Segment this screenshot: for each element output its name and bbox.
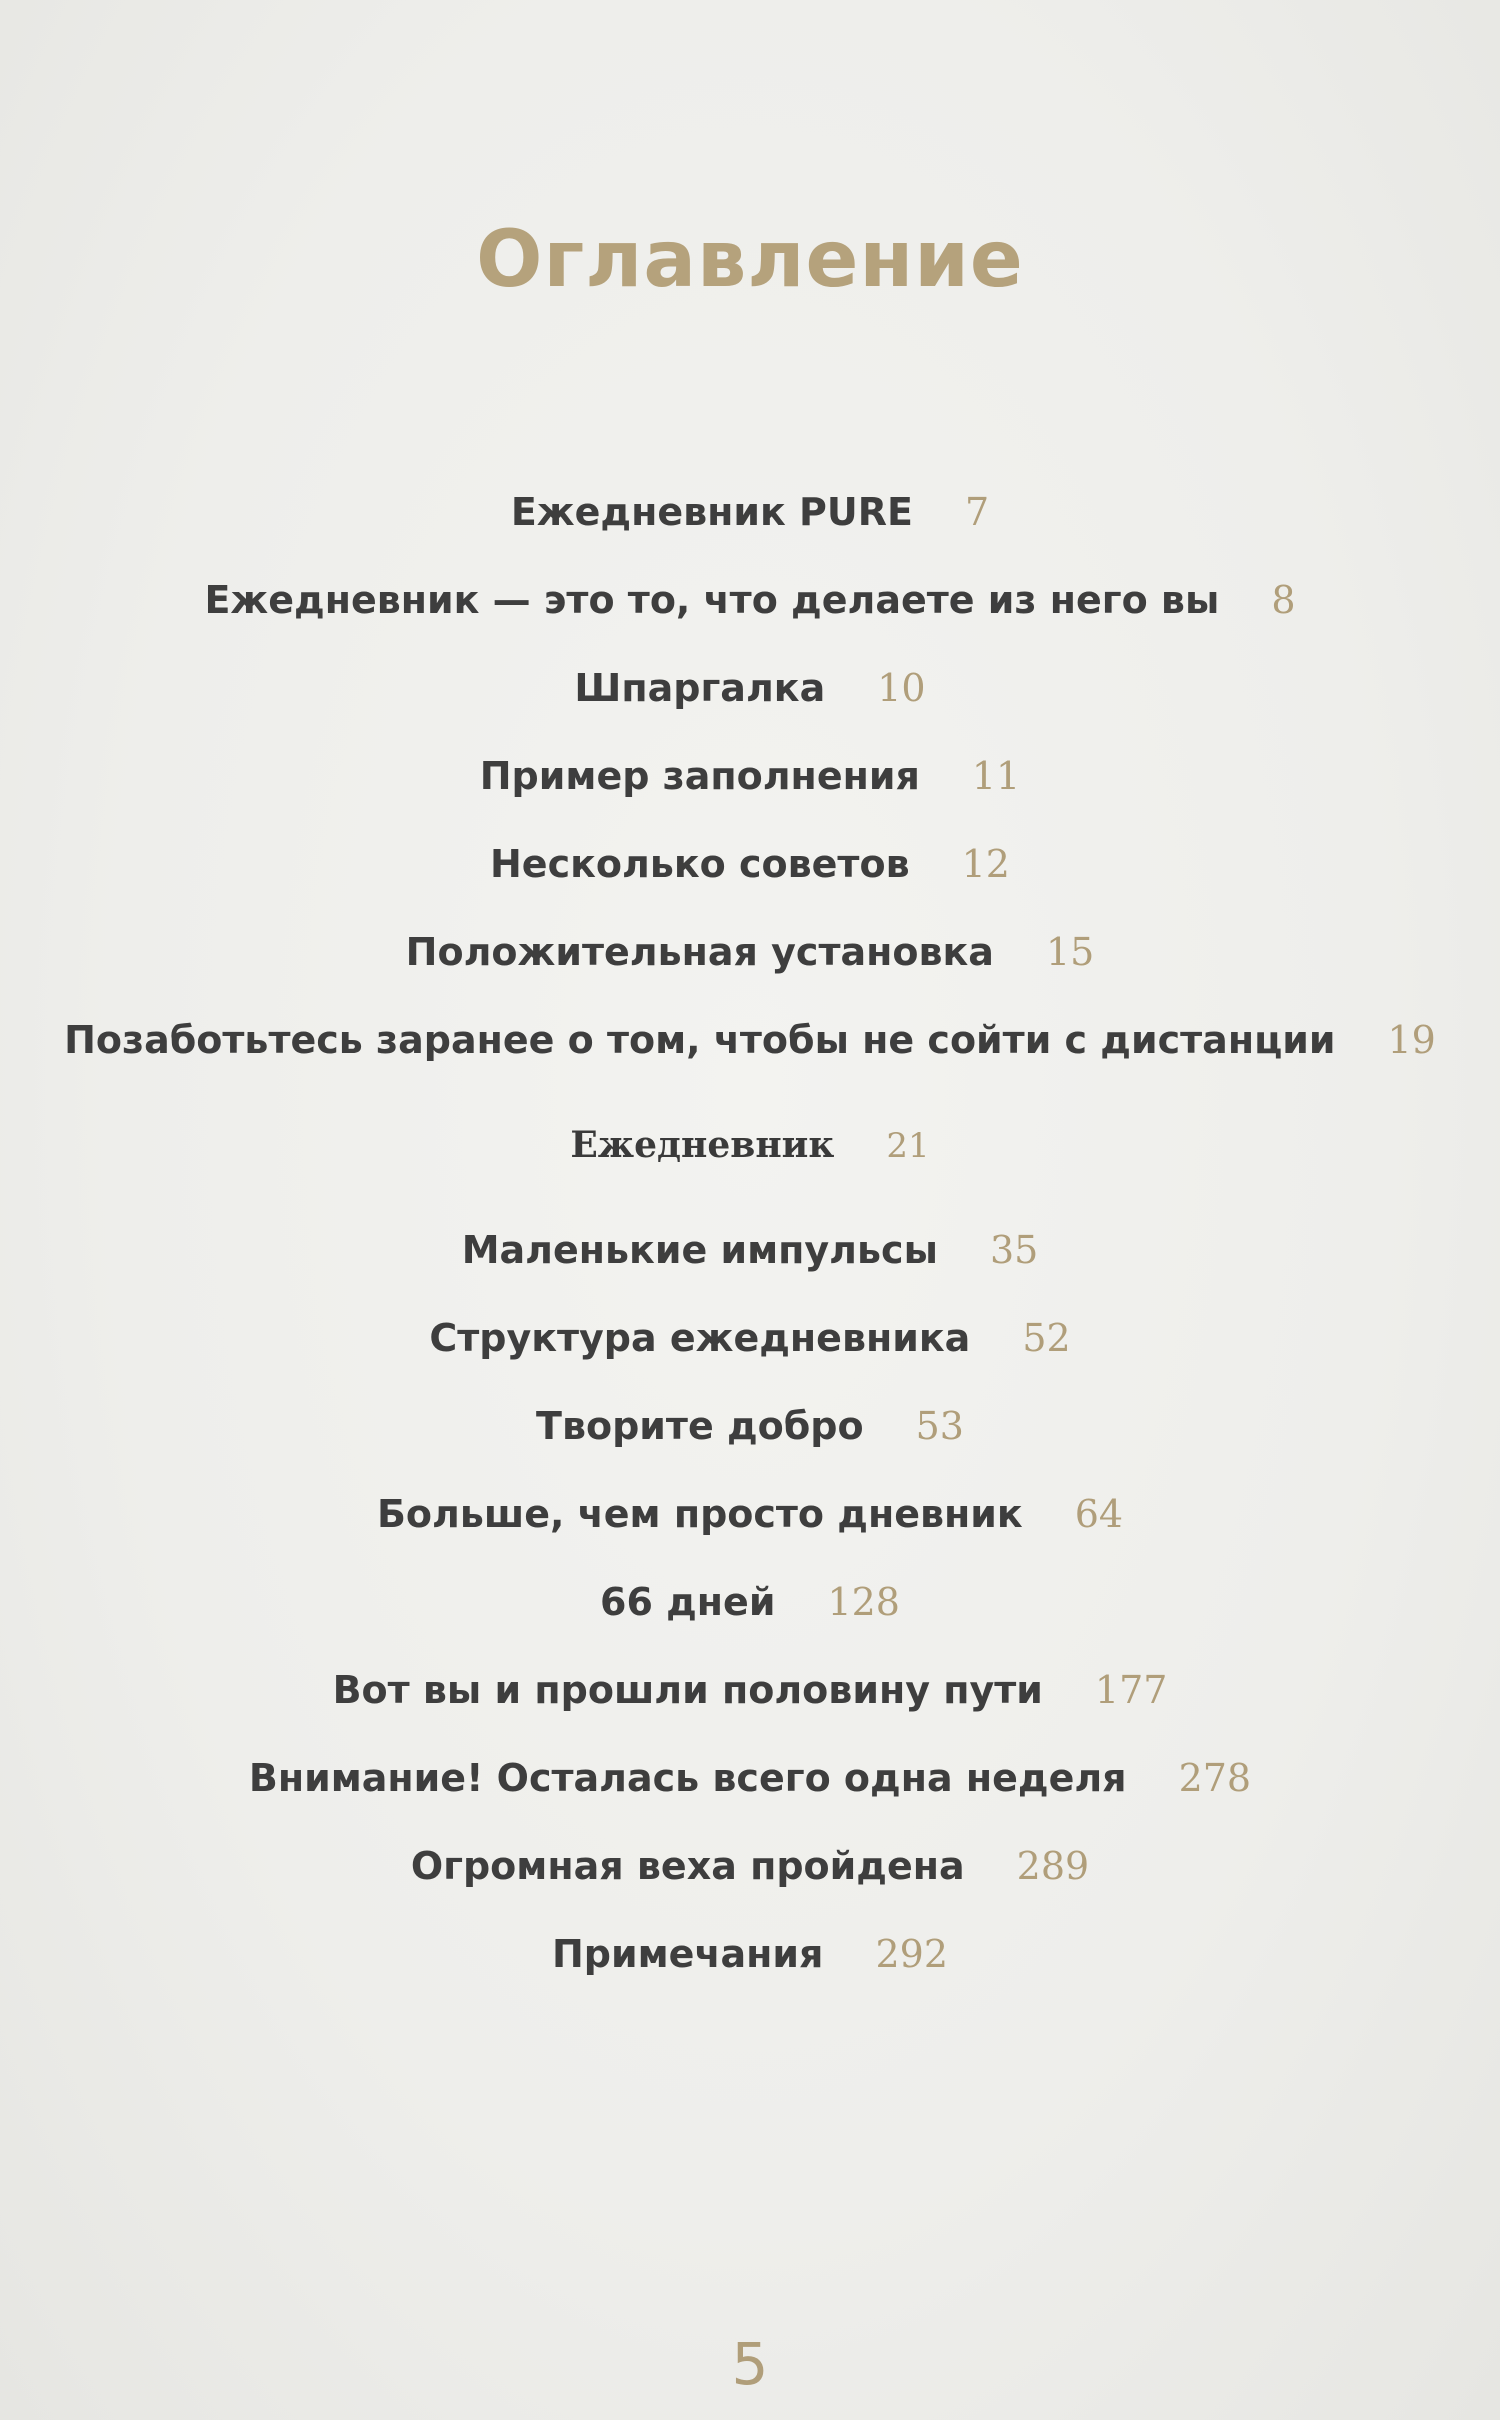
toc-entry (0, 578, 1500, 622)
toc-entry (0, 1580, 1500, 1624)
toc-entry (0, 930, 1500, 974)
toc-entry-label: Огромная веха пройдена (410, 1844, 965, 1888)
toc-entry-page: 19 (1387, 1018, 1436, 1062)
toc-entry-page: 289 (1016, 1844, 1090, 1888)
toc-entry-page: 53 (915, 1404, 964, 1448)
toc-entry (0, 666, 1500, 710)
toc-entry (0, 1316, 1500, 1360)
toc-entry-label: Творите добро (536, 1404, 864, 1448)
page-title: Оглавление (476, 215, 1024, 305)
toc-entry-page: 292 (875, 1932, 948, 1976)
toc-entry-label: Пример заполнения (479, 754, 920, 798)
toc-entry (0, 1756, 1500, 1800)
toc-section-label: Ежедневник (570, 1124, 835, 1166)
toc-entry (0, 1668, 1500, 1712)
toc-entry (0, 1018, 1500, 1062)
toc-entry (0, 842, 1500, 886)
toc-entry (0, 490, 1500, 534)
toc-entry (0, 1932, 1500, 1976)
toc-entry-page: 8 (1271, 578, 1296, 622)
toc-entry-page: 12 (961, 842, 1010, 886)
toc-entry (0, 1228, 1500, 1272)
toc-entry-page: 15 (1045, 930, 1095, 974)
toc-entry-page: 177 (1094, 1668, 1168, 1712)
toc-entry-page: 52 (1022, 1316, 1071, 1360)
toc-entry-label: Ежедневник PURE (510, 490, 913, 534)
toc-entry-label: Больше, чем просто дневник (376, 1492, 1023, 1536)
toc-entry-page: 128 (827, 1580, 900, 1624)
toc-entry-label: Несколько советов (490, 842, 910, 886)
toc-entry (0, 754, 1500, 798)
toc-entry-label: Маленькие импульсы (461, 1228, 938, 1272)
toc-entry (0, 1404, 1500, 1448)
toc-entry-label: Положительная установка (405, 930, 994, 974)
toc-entry-label: Примечания (551, 1932, 824, 1976)
toc-entry-page: 64 (1074, 1492, 1124, 1536)
toc-entry-label: Структура ежедневника (429, 1316, 971, 1360)
toc-entry-label: 66 дней (600, 1580, 776, 1624)
toc-entry-label: Шпаргалка (574, 666, 826, 710)
toc-entry-label: Ежедневник — это то, что делаете из него вы (204, 578, 1220, 622)
toc-section-entry (0, 1124, 1500, 1166)
toc-entry-page: 7 (964, 490, 990, 534)
toc-section-page: 21 (886, 1126, 930, 1166)
toc-entry-page: 278 (1178, 1756, 1252, 1800)
toc-entry-page: 35 (989, 1228, 1039, 1272)
toc-entry-label: Позаботьтесь заранее о том, чтобы не сойти с дистанции (64, 1018, 1336, 1062)
toc-entry (0, 1492, 1500, 1536)
toc-entry-page: 10 (877, 666, 926, 710)
toc-entry-page: 11 (971, 754, 1021, 798)
toc-entry-label: Вот вы и прошли половину пути (332, 1668, 1043, 1712)
toc-entry (0, 1844, 1500, 1888)
toc-entry-label: Внимание! Осталась всего одна неделя (248, 1756, 1127, 1800)
page-number: 5 (731, 2330, 769, 2398)
